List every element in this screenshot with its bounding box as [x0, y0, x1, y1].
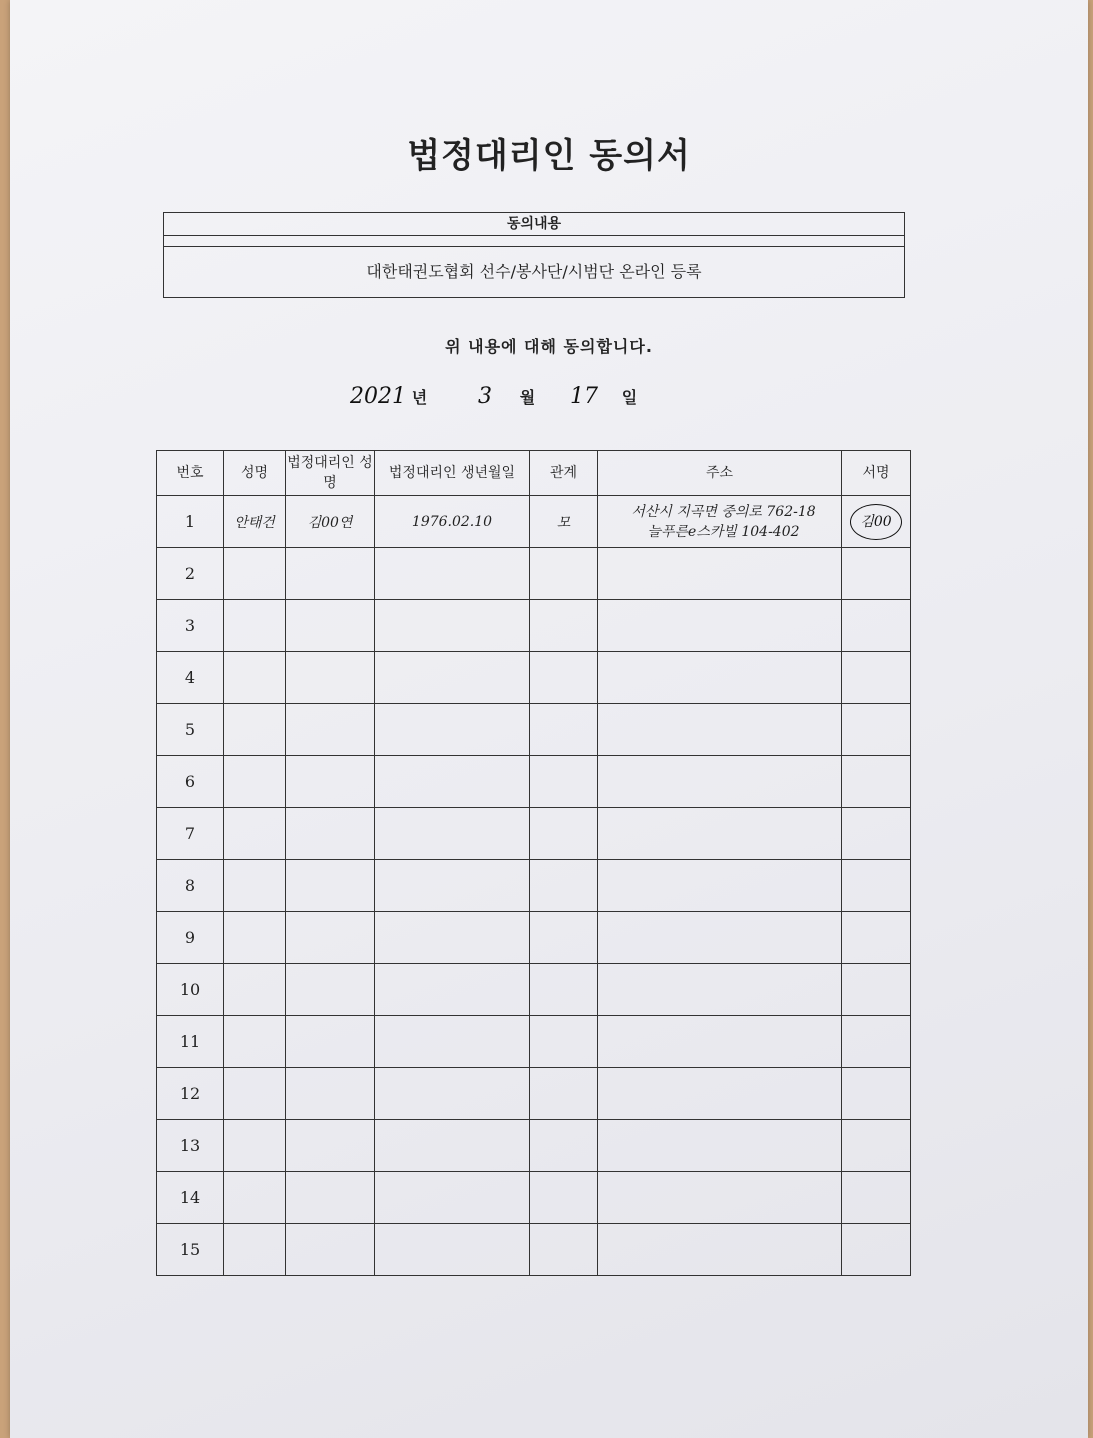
row-guardian-birth	[375, 808, 530, 860]
row-number: 11	[157, 1016, 224, 1068]
row-guardian-name	[286, 1172, 375, 1224]
row-number: 10	[157, 964, 224, 1016]
row-signature	[842, 912, 911, 964]
table-row	[157, 1068, 911, 1120]
date-month-value: 3	[478, 384, 492, 409]
row-name	[224, 756, 286, 808]
row-relation	[530, 652, 598, 704]
date-year	[350, 384, 427, 409]
table-row	[157, 652, 911, 704]
row-signature	[842, 756, 911, 808]
header-no: 번호	[157, 451, 224, 496]
table-row	[157, 1016, 911, 1068]
row-signature	[842, 808, 911, 860]
row-signature	[842, 1224, 911, 1276]
row-address	[598, 1068, 842, 1120]
row-address	[598, 704, 842, 756]
table-row	[157, 600, 911, 652]
row-guardian-birth: 1976.02.10	[375, 496, 530, 548]
row-number: 5	[157, 704, 224, 756]
row-name	[224, 1068, 286, 1120]
row-name	[224, 860, 286, 912]
row-relation	[530, 808, 598, 860]
date-day-value: 17	[570, 384, 598, 409]
row-guardian-name	[286, 1120, 375, 1172]
row-name	[224, 1016, 286, 1068]
table-row	[157, 860, 911, 912]
consent-form-page	[10, 0, 1088, 1438]
row-number: 4	[157, 652, 224, 704]
row-guardian-birth	[375, 1068, 530, 1120]
header-divider	[164, 236, 904, 247]
row-address	[598, 1172, 842, 1224]
table-row	[157, 912, 911, 964]
row-guardian-birth	[375, 548, 530, 600]
row-guardian-name	[286, 808, 375, 860]
row-relation: 모	[530, 496, 598, 548]
row-guardian-name	[286, 548, 375, 600]
table-row	[157, 756, 911, 808]
row-name	[224, 600, 286, 652]
row-number: 3	[157, 600, 224, 652]
row-guardian-birth	[375, 964, 530, 1016]
row-relation	[530, 1120, 598, 1172]
date-year-label: 년	[411, 388, 428, 407]
row-signature	[842, 652, 911, 704]
table-row	[157, 808, 911, 860]
row-address	[598, 860, 842, 912]
row-guardian-birth	[375, 1172, 530, 1224]
guardian-table	[156, 450, 911, 1276]
row-number: 7	[157, 808, 224, 860]
row-number: 12	[157, 1068, 224, 1120]
row-name	[224, 1172, 286, 1224]
row-number: 14	[157, 1172, 224, 1224]
date-day	[570, 384, 637, 409]
row-number: 1	[157, 496, 224, 548]
row-signature	[842, 704, 911, 756]
row-relation	[530, 912, 598, 964]
row-name	[224, 1120, 286, 1172]
address-line-1: 서산시 지곡면 중의로 762-18	[631, 503, 816, 520]
form-title: 법정대리인 동의서	[407, 136, 691, 176]
row-address	[598, 600, 842, 652]
row-address	[598, 496, 842, 548]
row-name	[224, 652, 286, 704]
row-signature	[842, 1016, 911, 1068]
row-address	[598, 1120, 842, 1172]
row-number: 9	[157, 912, 224, 964]
consent-content-header: 동의내용	[164, 213, 904, 236]
consent-content-text: 대한태권도협회 선수/봉사단/시범단 온라인 등록	[366, 262, 702, 281]
row-signature	[842, 1068, 911, 1120]
row-guardian-name	[286, 1068, 375, 1120]
row-number: 15	[157, 1224, 224, 1276]
row-guardian-birth	[375, 860, 530, 912]
agree-statement: 위 내용에 대해 동의합니다.	[445, 337, 653, 356]
row-guardian-name	[286, 860, 375, 912]
row-relation	[530, 548, 598, 600]
date-month	[478, 384, 535, 409]
row-guardian-name	[286, 912, 375, 964]
header-address: 주소	[598, 451, 842, 496]
row-name	[224, 912, 286, 964]
header-signature: 서명	[842, 451, 911, 496]
row-name: 안태건	[224, 496, 286, 548]
date-year-value: 2021	[350, 384, 406, 409]
row-guardian-name	[286, 600, 375, 652]
row-name	[224, 1224, 286, 1276]
row-guardian-birth	[375, 704, 530, 756]
row-guardian-name	[286, 704, 375, 756]
row-guardian-birth	[375, 756, 530, 808]
row-number: 8	[157, 860, 224, 912]
row-number: 6	[157, 756, 224, 808]
row-relation	[530, 860, 598, 912]
date-day-label: 일	[621, 388, 638, 407]
row-guardian-birth	[375, 652, 530, 704]
table-row	[157, 496, 911, 548]
row-address	[598, 756, 842, 808]
address-line-2: 늘푸른e스카빌 104-402	[647, 523, 800, 540]
row-name	[224, 704, 286, 756]
row-number: 2	[157, 548, 224, 600]
table-row	[157, 704, 911, 756]
signature-seal: 김00	[850, 504, 902, 540]
row-guardian-birth	[375, 600, 530, 652]
table-row	[157, 964, 911, 1016]
row-address	[598, 1224, 842, 1276]
row-signature	[842, 496, 911, 548]
row-address	[598, 912, 842, 964]
table-row	[157, 548, 911, 600]
row-relation	[530, 1172, 598, 1224]
header-relation: 관계	[530, 451, 598, 496]
date-month-label: 월	[519, 388, 536, 407]
row-address	[598, 808, 842, 860]
table-row	[157, 1120, 911, 1172]
table-header-row	[157, 451, 911, 496]
row-relation	[530, 704, 598, 756]
row-signature	[842, 964, 911, 1016]
row-guardian-name	[286, 964, 375, 1016]
row-relation	[530, 1016, 598, 1068]
row-address	[598, 548, 842, 600]
row-signature	[842, 1120, 911, 1172]
row-signature	[842, 548, 911, 600]
table-row	[157, 1172, 911, 1224]
row-relation	[530, 964, 598, 1016]
row-guardian-name	[286, 756, 375, 808]
row-guardian-name	[286, 1016, 375, 1068]
header-guardian-name: 법정대리인 성명	[286, 451, 375, 496]
row-name	[224, 548, 286, 600]
row-number: 13	[157, 1120, 224, 1172]
row-guardian-name: 김00연	[286, 496, 375, 548]
row-address	[598, 964, 842, 1016]
header-guardian-birth: 법정대리인 생년월일	[375, 451, 530, 496]
row-guardian-birth	[375, 912, 530, 964]
row-guardian-name	[286, 1224, 375, 1276]
row-address	[598, 1016, 842, 1068]
row-guardian-birth	[375, 1120, 530, 1172]
row-guardian-name	[286, 652, 375, 704]
row-name	[224, 808, 286, 860]
row-signature	[842, 600, 911, 652]
row-relation	[530, 756, 598, 808]
row-guardian-birth	[375, 1016, 530, 1068]
consent-content-box	[163, 212, 905, 298]
table-row	[157, 1224, 911, 1276]
row-guardian-birth	[375, 1224, 530, 1276]
row-name	[224, 964, 286, 1016]
row-signature	[842, 860, 911, 912]
header-name: 성명	[224, 451, 286, 496]
row-relation	[530, 1068, 598, 1120]
row-relation	[530, 1224, 598, 1276]
row-relation	[530, 600, 598, 652]
row-address	[598, 652, 842, 704]
row-signature	[842, 1172, 911, 1224]
